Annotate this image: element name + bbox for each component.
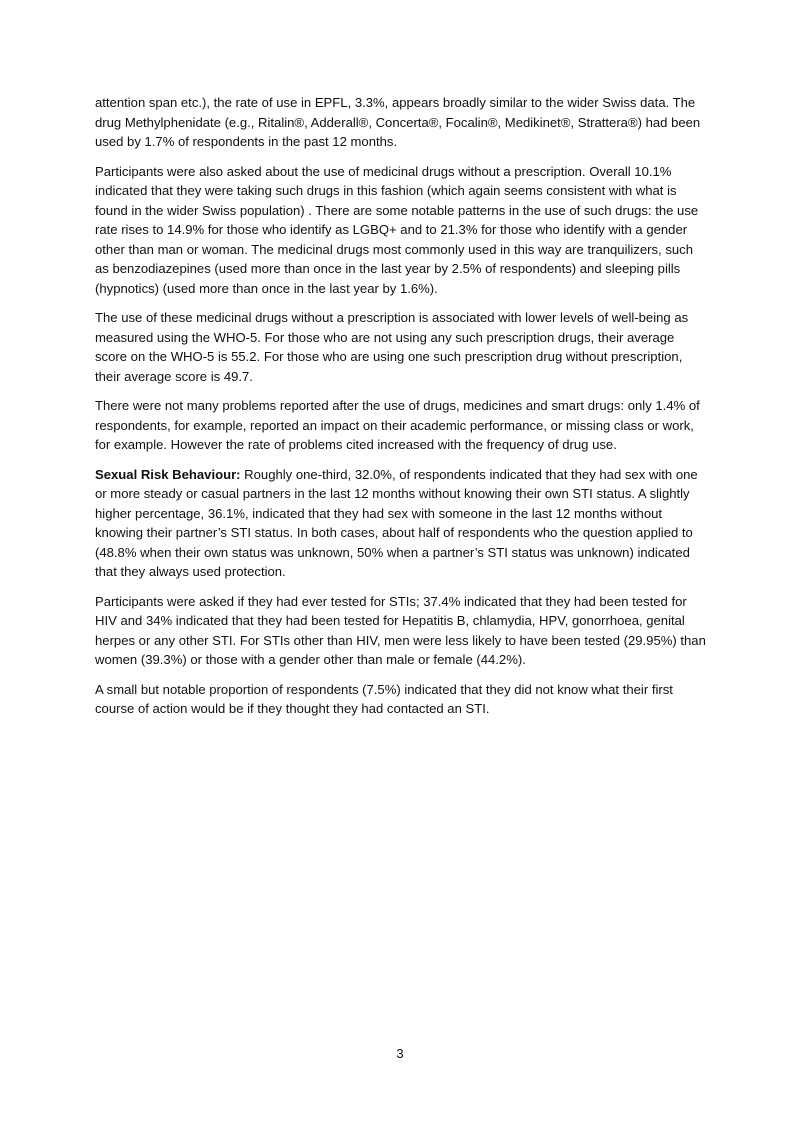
paragraph-drug-problems <box>95 396 707 455</box>
paragraph-sexual-risk <box>95 465 707 582</box>
page-number: 3 <box>396 1046 404 1061</box>
paragraph-text: Roughly one-third, 32.0%, of respondents indicated that they had sex with one or more steady or casual partners in the last 12 months without knowing their own STI status. A slightly higher percentage, 36.1%, indicated that they had sex with someone in the last 12 months without knowing their partner’s STI status. In both cases, about half of respondents who the question applied to (48.8% when their own status was unknown, 50% when a partner’s STI status was unknown) indicated that they always used protection. <box>95 466 698 579</box>
paragraph-stimulant-use <box>95 93 707 152</box>
paragraph-text: There were not many problems reported after the use of drugs, medicines and smart drugs: only 1.4% of respondents, for example, reported an impact on their academic performance, or missing class or work, for example. However the rate of problems cited increased with the frequency of drug use. <box>95 398 700 452</box>
paragraph-text: Participants were also asked about the use of medicinal drugs without a prescription. Overall 10.1% indicated that they were taking such drugs in this fashion (which again seems consistent with what is found in the wider Swiss population) . There are some notable patterns in the use of such drugs: the use rate rises to 14.9% for those who identify as LGBQ+ and to 21.3% for those who identify with a gender other than man or woman. The medicinal drugs most commonly used in this way are tranquilizers, such as benzodiazepines (used more than once in the last year by 2.5% of respondents) and sleeping pills (hypnotics) (used more than once in the last year by 1.6%). <box>95 163 699 296</box>
paragraph-medicinal-drugs <box>95 162 707 299</box>
paragraph-sti-action <box>95 680 707 719</box>
paragraph-text: Participants were asked if they had ever tested for STIs; 37.4% indicated that they had been tested for HIV and 34% indicated that they had been tested for Hepatitis B, chlamydia, HPV, gonorrhoea, genital herpes or any other STI. For STIs other than HIV, men were less likely to have been tested (29.95%) than women (39.3%) or those with a gender other than male or female (44.2%). <box>95 593 706 667</box>
paragraph-well-being <box>95 308 707 386</box>
document-body <box>95 93 707 729</box>
paragraph-text: A small but notable proportion of respondents (7.5%) indicated that they did not know what their first course of action would be if they thought they had contacted an STI. <box>95 681 673 716</box>
paragraph-sti-testing <box>95 592 707 670</box>
paragraph-text: The use of these medicinal drugs without a prescription is associated with lower levels of well-being as measured using the WHO-5. For those who are not using any such prescription drugs, their average score on the WHO-5 is 55.2. For those who are using one such prescription drug without prescription, their average score is 49.7. <box>95 310 689 384</box>
section-heading-sexual-risk: Sexual Risk Behaviour: <box>95 466 241 482</box>
paragraph-text: attention span etc.), the rate of use in EPFL, 3.3%, appears broadly similar to the wider Swiss data. The drug Methylphenidate (e.g., Ritalin®, Adderall®, Concerta®, Focalin®, Medikinet®, Strattera®) had been used by 1.7% of respondents in the past 12 months. <box>95 95 701 149</box>
